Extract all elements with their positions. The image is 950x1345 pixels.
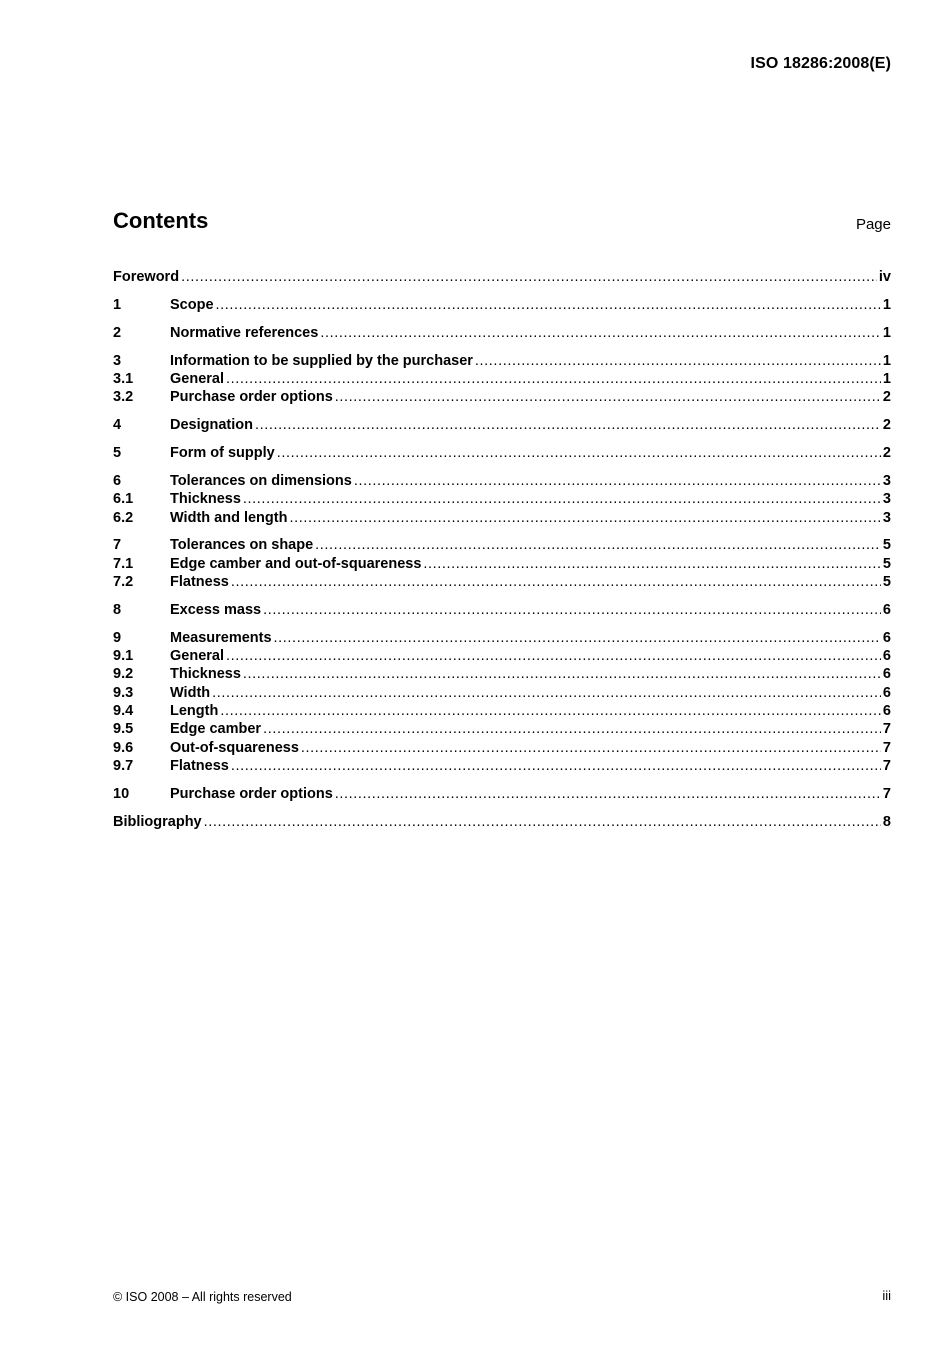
toc-entry-number: 9.2 bbox=[113, 666, 134, 683]
toc-entry[interactable] bbox=[113, 444, 891, 462]
toc-entry-title: Out-of-squareness bbox=[170, 739, 299, 756]
toc-entry-page: iv bbox=[878, 269, 891, 285]
toc-entry-number: 2 bbox=[113, 324, 122, 341]
toc-entry-title: General bbox=[170, 370, 224, 387]
toc-entry-title: Information to be supplied by the purchaser bbox=[170, 352, 473, 369]
toc-entry-page: 2 bbox=[882, 417, 891, 434]
toc-entry[interactable] bbox=[113, 472, 891, 490]
toc-entry-page: 5 bbox=[882, 537, 891, 554]
toc-entry-number: 9.5 bbox=[113, 721, 134, 738]
footer-copyright: © ISO 2008 – All rights reserved bbox=[113, 1290, 292, 1304]
toc-entry-title: Flatness bbox=[170, 574, 229, 591]
toc-entry-title: Scope bbox=[170, 296, 214, 313]
toc-entry[interactable] bbox=[113, 757, 891, 775]
toc-entry-number: 9.4 bbox=[113, 702, 134, 719]
toc-dot-leader bbox=[335, 785, 881, 803]
toc-entry-title: Foreword bbox=[113, 269, 180, 285]
toc-entry-title: Tolerances on shape bbox=[170, 537, 314, 554]
toc-entry[interactable] bbox=[113, 370, 891, 388]
toc-entry-page: 1 bbox=[882, 324, 891, 341]
toc-dot-leader bbox=[277, 444, 881, 462]
toc-entry-page: 5 bbox=[882, 555, 891, 572]
toc-entry[interactable] bbox=[113, 601, 891, 619]
toc-dot-leader bbox=[335, 388, 881, 406]
toc-entry[interactable] bbox=[113, 684, 891, 702]
toc-entry-title: Length bbox=[170, 702, 219, 719]
toc-dot-leader bbox=[181, 268, 877, 286]
toc-entry-number: 6.2 bbox=[113, 509, 134, 526]
toc-entry-number: 6 bbox=[113, 472, 122, 489]
toc-entry-page: 3 bbox=[882, 472, 891, 489]
toc-entry-title: Purchase order options bbox=[170, 785, 333, 802]
toc-entry-page: 2 bbox=[882, 389, 891, 406]
toc-entry-title: Edge camber and out-of-squareness bbox=[170, 555, 422, 572]
toc-entry-number: 10 bbox=[113, 785, 130, 802]
toc-dot-leader bbox=[423, 555, 881, 573]
toc-entry-number: 9 bbox=[113, 629, 122, 646]
toc-entry-number: 6.1 bbox=[113, 491, 134, 508]
toc-entry-page: 7 bbox=[882, 721, 891, 738]
toc-dot-leader bbox=[226, 370, 881, 388]
toc-entry-page: 3 bbox=[882, 509, 891, 526]
toc-entry[interactable] bbox=[113, 490, 891, 508]
toc-entry[interactable] bbox=[113, 352, 891, 370]
toc-entry-page: 3 bbox=[882, 491, 891, 508]
toc-dot-leader bbox=[204, 813, 881, 831]
toc-entry-page: 1 bbox=[882, 370, 891, 387]
toc-entry[interactable] bbox=[113, 324, 891, 342]
toc-entry[interactable] bbox=[113, 720, 891, 738]
toc-dot-leader bbox=[226, 647, 881, 665]
toc-entry-number: 1 bbox=[113, 296, 122, 313]
toc-entry[interactable] bbox=[113, 509, 891, 527]
toc-entry[interactable] bbox=[113, 785, 891, 803]
toc-entry-number: 9.6 bbox=[113, 739, 134, 756]
toc-entry-page: 7 bbox=[882, 739, 891, 756]
toc-entry-page: 7 bbox=[882, 757, 891, 774]
toc-entry-page: 6 bbox=[882, 702, 891, 719]
toc-entry[interactable] bbox=[113, 268, 891, 286]
toc-dot-leader bbox=[475, 352, 881, 370]
toc-dot-leader bbox=[231, 573, 881, 591]
toc-entry-page: 6 bbox=[882, 629, 891, 646]
toc-dot-leader bbox=[216, 296, 881, 314]
toc-entry-title: Thickness bbox=[170, 666, 241, 683]
toc-entry-title: Width and length bbox=[170, 509, 288, 526]
toc-entry-number: 7.1 bbox=[113, 555, 134, 572]
toc-dot-leader bbox=[289, 509, 880, 527]
toc-entry-page: 6 bbox=[882, 601, 891, 618]
toc-entry-title: Thickness bbox=[170, 491, 241, 508]
toc-entry[interactable] bbox=[113, 388, 891, 406]
toc-dot-leader bbox=[220, 702, 881, 720]
toc-entry-title: Width bbox=[170, 684, 211, 701]
toc-entry-title: Tolerances on dimensions bbox=[170, 472, 352, 489]
toc-entry-number: 4 bbox=[113, 417, 122, 434]
contents-title: Contents bbox=[113, 208, 209, 233]
toc-entry[interactable] bbox=[113, 739, 891, 757]
table-of-contents bbox=[113, 268, 891, 831]
toc-entry-title: Measurements bbox=[170, 629, 272, 646]
toc-dot-leader bbox=[274, 629, 881, 647]
toc-dot-leader bbox=[354, 472, 881, 490]
toc-entry-number: 8 bbox=[113, 601, 122, 618]
toc-entry-title: Normative references bbox=[170, 324, 319, 341]
toc-entry-title: Excess mass bbox=[170, 601, 262, 618]
toc-entry-title: Bibliography bbox=[113, 813, 202, 830]
toc-entry-title: Designation bbox=[170, 417, 253, 434]
toc-entry[interactable] bbox=[113, 536, 891, 554]
toc-dot-leader bbox=[263, 720, 881, 738]
toc-entry-page: 2 bbox=[882, 445, 891, 462]
toc-entry-title: Edge camber bbox=[170, 721, 262, 738]
toc-entry-title: General bbox=[170, 648, 224, 665]
toc-entry-title: Purchase order options bbox=[170, 389, 333, 406]
toc-entry-title: Form of supply bbox=[170, 445, 275, 462]
toc-entry-title: Flatness bbox=[170, 757, 229, 774]
toc-entry[interactable] bbox=[113, 629, 891, 647]
toc-entry-page: 6 bbox=[882, 684, 891, 701]
toc-dot-leader bbox=[212, 684, 881, 702]
toc-entry[interactable] bbox=[113, 296, 891, 314]
toc-entry[interactable] bbox=[113, 555, 891, 573]
toc-dot-leader bbox=[255, 416, 881, 434]
toc-entry[interactable] bbox=[113, 573, 891, 591]
toc-entry-number: 7 bbox=[113, 537, 122, 554]
toc-entry-number: 3.1 bbox=[113, 370, 134, 387]
toc-entry-number: 9.7 bbox=[113, 757, 134, 774]
toc-dot-leader bbox=[315, 536, 881, 554]
footer-page-number: iii bbox=[882, 1288, 891, 1303]
toc-entry-number: 3.2 bbox=[113, 389, 134, 406]
toc-entry[interactable] bbox=[113, 813, 891, 831]
toc-entry-page: 1 bbox=[882, 352, 891, 369]
toc-entry-number: 5 bbox=[113, 445, 122, 462]
toc-dot-leader bbox=[263, 601, 881, 619]
toc-entry[interactable] bbox=[113, 665, 891, 683]
toc-entry[interactable] bbox=[113, 647, 891, 665]
document-id: ISO 18286:2008(E) bbox=[750, 55, 891, 72]
toc-entry-number: 3 bbox=[113, 352, 122, 369]
toc-dot-leader bbox=[243, 665, 881, 683]
toc-entry-number: 7.2 bbox=[113, 574, 134, 591]
toc-entry-number: 9.1 bbox=[113, 648, 134, 665]
page-column-label: Page bbox=[855, 216, 891, 233]
toc-entry-page: 7 bbox=[882, 785, 891, 802]
toc-entry[interactable] bbox=[113, 702, 891, 720]
toc-entry-page: 8 bbox=[882, 813, 891, 830]
toc-dot-leader bbox=[301, 739, 881, 757]
toc-dot-leader bbox=[320, 324, 881, 342]
toc-entry-page: 5 bbox=[882, 574, 891, 591]
toc-entry-page: 1 bbox=[882, 296, 891, 313]
toc-entry[interactable] bbox=[113, 416, 891, 434]
toc-entry-number: 9.3 bbox=[113, 684, 134, 701]
toc-entry-page: 6 bbox=[882, 666, 891, 683]
toc-entry-page: 6 bbox=[882, 648, 891, 665]
toc-dot-leader bbox=[231, 757, 881, 775]
contents-header bbox=[113, 208, 891, 238]
toc-dot-leader bbox=[243, 490, 881, 508]
